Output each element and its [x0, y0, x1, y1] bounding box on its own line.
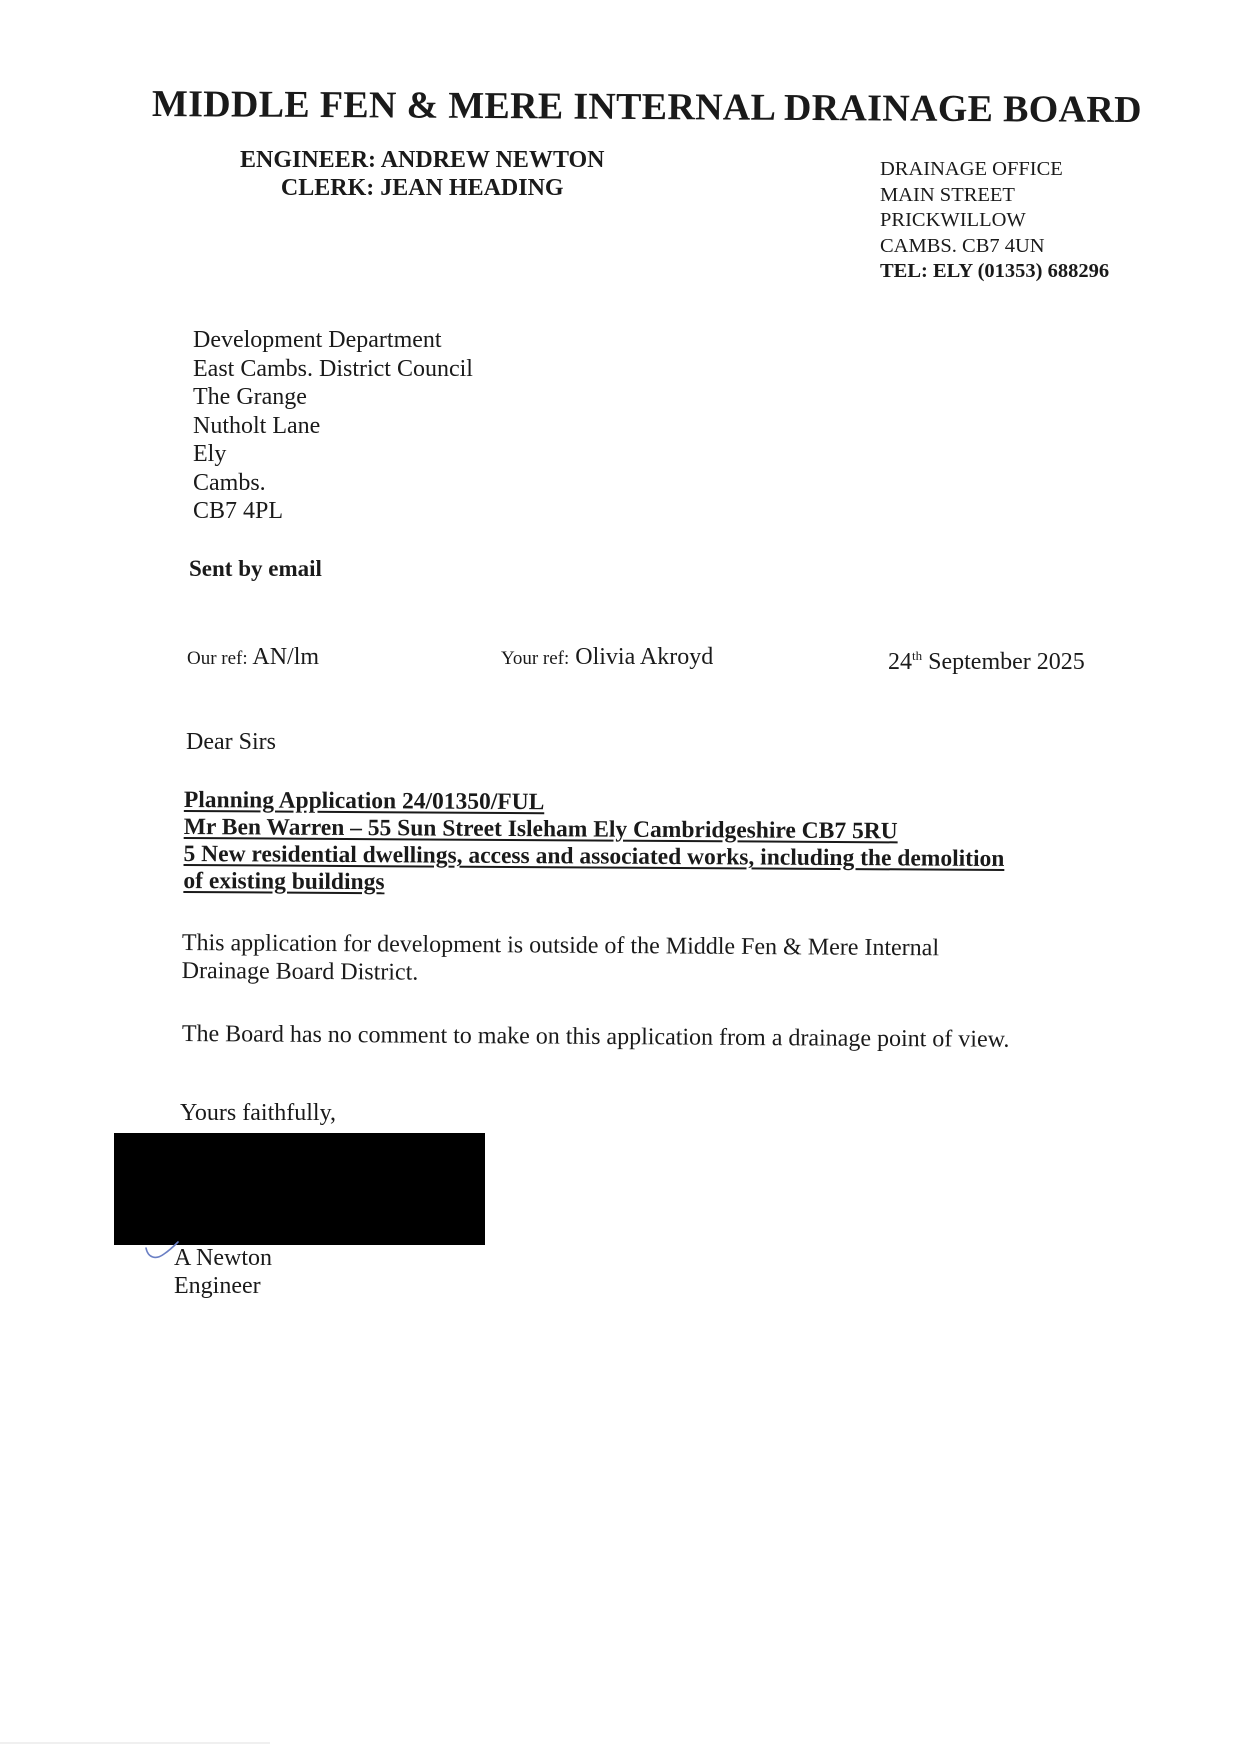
- our-reference: [187, 644, 319, 671]
- scan-edge-divider: [0, 1742, 270, 1744]
- date-suffix: th: [912, 648, 923, 663]
- board-title: MIDDLE FEN & MERE INTERNAL DRAINAGE BOARD: [151, 83, 1142, 132]
- body-line: Drainage Board District.: [181, 957, 419, 986]
- body-paragraph-1: [182, 929, 940, 990]
- staff-block: [240, 146, 605, 202]
- your-ref-value: Olivia Akroyd: [575, 644, 714, 670]
- subject-line: Planning Application 24/01350/FUL: [183, 787, 545, 816]
- subject-line: of existing buildings: [183, 867, 385, 896]
- recipient-line: Nutholt Lane: [193, 412, 321, 439]
- recipient-line: East Cambs. District Council: [193, 355, 473, 382]
- signatory-role: Engineer: [174, 1273, 261, 1299]
- closing: Yours faithfully,: [180, 1100, 337, 1126]
- recipient-address: [193, 326, 473, 526]
- your-ref-label: Your ref:: [501, 648, 570, 669]
- clerk-line: CLERK: JEAN HEADING: [280, 175, 564, 201]
- office-address-line: DRAINAGE OFFICE: [880, 158, 1063, 180]
- delivery-note: Sent by email: [189, 556, 322, 581]
- office-address: [880, 157, 1109, 285]
- salutation: Dear Sirs: [186, 729, 276, 755]
- signature-redaction: [114, 1133, 485, 1245]
- recipient-line: Ely: [193, 441, 227, 467]
- subject-heading: [183, 787, 1004, 900]
- recipient-line: Cambs.: [193, 469, 266, 496]
- recipient-line: CB7 4PL: [193, 498, 284, 524]
- office-telephone: TEL: ELY (01353) 688296: [880, 260, 1110, 282]
- recipient-line: The Grange: [193, 384, 307, 410]
- our-ref-label: Our ref:: [187, 648, 248, 669]
- letter-date: [888, 648, 1085, 676]
- engineer-line: ENGINEER: ANDREW NEWTON: [240, 147, 605, 173]
- your-reference: [501, 644, 713, 671]
- signatory-name: A Newton: [174, 1245, 272, 1271]
- office-address-line: CAMBS. CB7 4UN: [880, 234, 1045, 257]
- office-address-line: MAIN STREET: [880, 183, 1015, 206]
- office-address-line: PRICKWILLOW: [880, 209, 1026, 231]
- body-paragraph-2: The Board has no comment to make on this application from a drainage point of view.: [181, 1021, 1010, 1053]
- subject-line: 5 New residential dwellings, access and associated works, including the demolition: [183, 840, 1005, 873]
- recipient-line: Development Department: [193, 327, 442, 353]
- subject-line: Mr Ben Warren – 55 Sun Street Isleham Ely Cambridgeshire CB7 5RU: [183, 813, 898, 845]
- date-rest: September 2025: [922, 649, 1085, 675]
- body-line: This application for development is outside of the Middle Fen & Mere Internal: [181, 930, 940, 962]
- date-day: 24: [888, 649, 912, 675]
- our-ref-value: AN/lm: [252, 644, 320, 670]
